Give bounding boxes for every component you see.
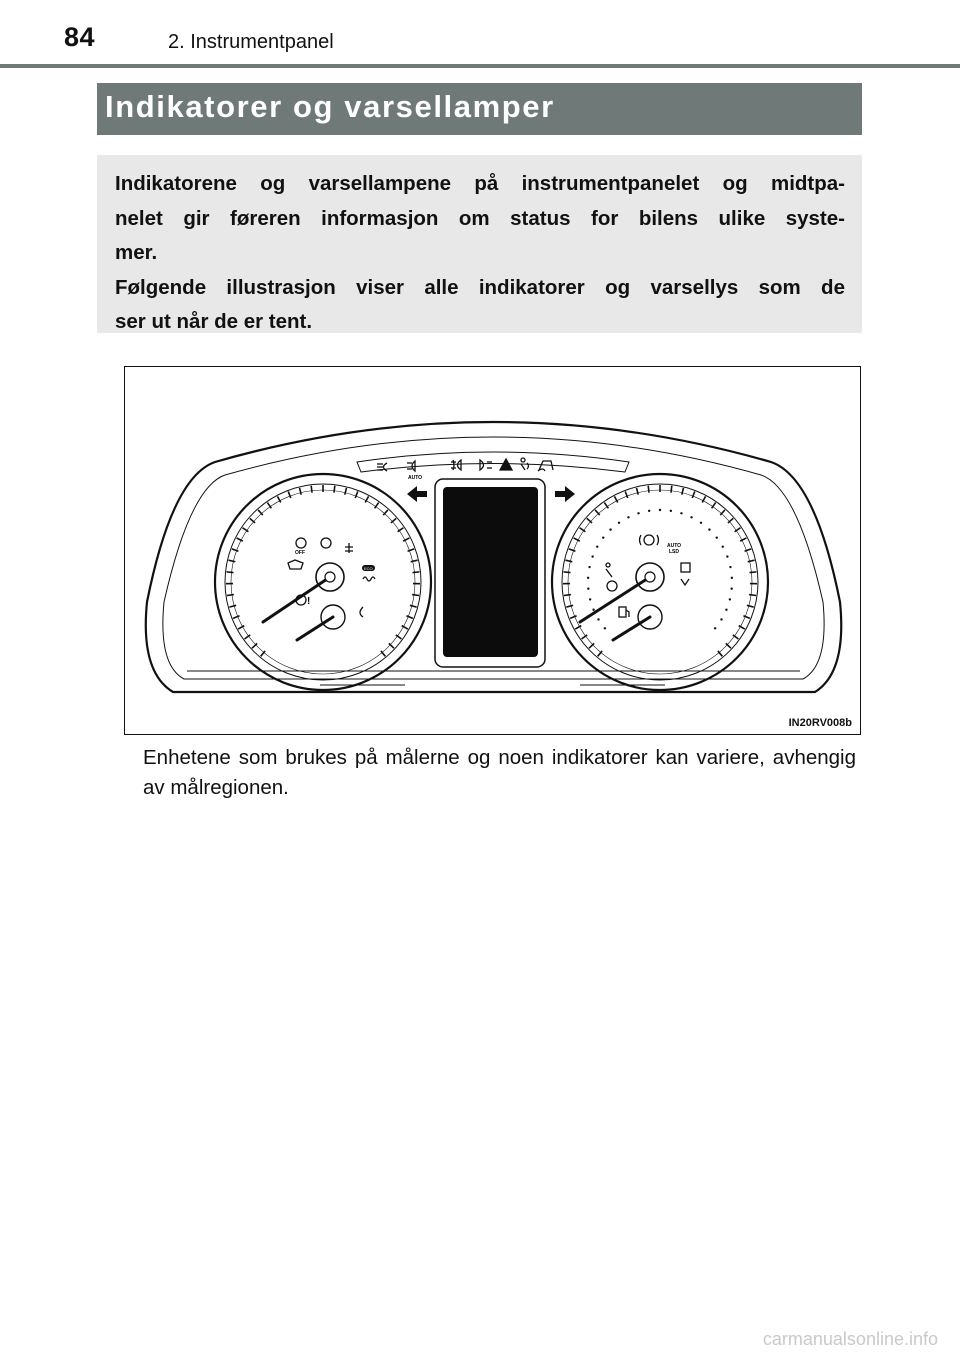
slip-indicator-icon [538,461,553,471]
gauge-tick [228,560,235,562]
master-warning-icon [500,459,512,470]
brake-excl-label: ! [307,596,311,607]
gauge-dot [587,577,589,579]
gauge-tick [745,549,752,551]
rear-fog-icon [480,460,492,470]
headlight-icon [377,463,387,471]
gauge-tick [747,605,754,607]
front-fog-icon [451,460,461,470]
gauge-dot [731,577,733,579]
gauge-dot [627,516,629,518]
gauge-dot [589,598,591,600]
figure-code: IN20RV008b [788,717,852,729]
auto-headlight-icon [407,461,415,471]
gauge-tick [227,595,234,596]
off-label: OFF [295,550,305,556]
gauge-dot [588,566,590,568]
gauge-dot [618,522,620,524]
engine-check-icon [288,560,303,569]
gauge-tick [564,572,571,573]
gauge-tick [637,488,639,495]
intro-box [97,155,862,333]
vsc-off-icon [681,579,689,585]
intro-line: mer. [115,241,158,264]
gauge-dot [722,546,724,548]
gauge-dot [659,509,661,511]
intro-line: Følgende illustrasjon viser alle indikatorer og varsellys som de [115,275,845,299]
fuel-icon [619,607,629,617]
gauge-tick [229,605,236,607]
gauge-tick [334,486,335,493]
gauge-dot [680,512,682,514]
seatbelt-icon [606,563,612,577]
turn-right-icon [555,486,575,502]
gauge-tick [227,572,234,573]
gauge-tick [345,488,347,495]
gauge-dot [587,587,589,589]
gauge-tick [564,595,571,596]
gauge-tick [412,595,419,596]
body-text: Enhetene som brukes på målerne og noen indikatorer kan variere, avhengig av målregionen. [143,746,856,799]
gauge-tick [411,560,418,562]
watermark: carmanualsonline.info [762,1329,938,1349]
parking-brake-icon [640,535,659,545]
intro-line: Indikatorene og varsellampene på instrumentpanelet og midtpa- [115,172,845,195]
gauge-tick [311,486,312,493]
gauge-tick [671,486,672,493]
downhill-assist-icon [681,563,690,572]
intro-text [115,167,845,340]
gauge-tick [566,605,573,607]
gauge-dot [730,587,732,589]
gauge-tick [300,488,302,495]
gauge-tick [565,560,572,562]
gauge-dot [729,598,731,600]
section-title-bar [97,83,862,135]
brake-hold-icon [607,581,617,591]
header-rule [0,64,960,68]
gauge-tick [413,572,420,573]
intro-line: nelet gir føreren informasjon om status for bilens ulike syste- [115,206,845,230]
instrument-cluster-illustration [125,367,862,736]
gauge-tick [355,491,358,498]
gauge-dot [729,566,731,568]
turn-left-icon [407,486,427,502]
gauge-dot [708,528,710,530]
auto-lsd-label-bottom: LSD [669,549,679,555]
gauge-dot [720,618,722,620]
gauge-dot [609,528,611,530]
gauge-dot [725,609,727,611]
gauge-tick [648,486,649,493]
gauge-tick [410,605,417,607]
gauge-dot [714,627,716,629]
gauge-dot [726,555,728,557]
gauge-tick [408,549,415,551]
gauge-tick [750,572,757,573]
page-number: 84 [64,22,96,52]
instrument-cluster-figure [124,366,861,735]
gauge-dot [670,510,672,512]
top-indicator-strip [357,452,629,472]
gauge-dot [716,536,718,538]
temperature-needle [297,617,333,640]
gauge-dot [592,609,594,611]
gauge-tick [232,549,239,551]
gauge-tick [749,595,756,596]
auto-lsd-label-top: AUTO [667,543,682,549]
gauge-dot [597,618,599,620]
gauge-dot [591,555,593,557]
stop-start-icon [321,538,331,548]
temperature-warning-icon [360,607,363,617]
gauge-dot [602,536,604,538]
gauge-tick [288,491,291,498]
auto-label: AUTO [408,475,423,481]
gauge-dot [690,516,692,518]
fuel-needle [613,617,650,640]
intro-line: ser ut når de er tent. [115,310,313,333]
speedometer-ring [552,474,768,690]
gauge-tick [569,549,576,551]
gauge-tick [748,560,755,562]
stop-start-off-icon [296,538,306,548]
running-head: 2. Instrumentpanel [168,31,334,53]
gauge-dot [637,512,639,514]
gauge-dot [648,510,650,512]
gauge-tick [682,488,684,495]
eco-label: ECO [364,566,373,571]
gauge-dot [700,522,702,524]
gauge-tick [625,491,628,498]
section-title: Indikatorer og varsellamper [105,89,555,124]
glow-plug-icon [363,577,375,581]
four-wheel-drive-icon [345,543,353,553]
gauge-dot [596,546,598,548]
gauge-dot [604,627,606,629]
gauge-tick [692,491,695,498]
